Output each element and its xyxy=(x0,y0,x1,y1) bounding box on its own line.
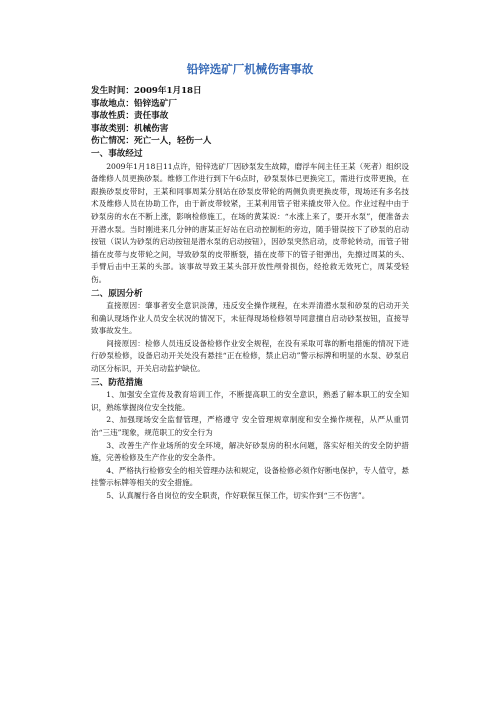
meta-label: 事故地点： xyxy=(91,98,134,109)
meta-value: 责任事故 xyxy=(133,111,169,122)
meta-label: 事故类别： xyxy=(91,123,134,134)
meta-block xyxy=(91,85,409,148)
paragraph: 间接原因：检修人员违反设备检修作业安全规程，在没有采取可靠的断电措施的情况下进行砂泵检修，设备启动开关处没有悬挂“正在检修，禁止启动”警示标牌和明显的水泵、砂泵启动区分标识，开关启动监护缺位。 xyxy=(91,338,409,374)
section-accident-process xyxy=(91,148,409,287)
paragraph: 2009年1月18日11点许，铅锌选矿厂因砂泵发生故障，磨浮车间主任王某（死者）组织设备维修人员更换砂泵。维修工作进行到下午6点时，砂泵泵体已更换完工，需进行皮带更换，在跟换砂泵皮带时，王某和同事周某分别站在砂泵皮带轮的两侧负责更换皮带，现场还有多名技术及维修人员在协助工作，由于新皮带较紧，王某利用管子钳来撬皮带入位。作业过程中由于砂泵房的水在不断上涨，影响检修施工，在场的黄某说：“水涨上来了，要开水泵”，便准备去开潜水泵。当时刚进来几分钟的唐某正好站在启动控制柜的旁边，随手错误按下了砂泵的启动按钮（误认为砂泵的启动按钮是潜水泵的启动按钮），因砂泵突然启动，皮带轮转动，而管子钳插在皮带与皮带轮之间，导致砂泵的皮带断裂，插在皮带下的管子钳弹出，先擦过周某的头、手臂后击中王某的头部。该事故导致王某头部开放性颅骨损伤，经抢救无效死亡，周某受轻伤。 xyxy=(91,161,409,284)
paragraph: 4、严格执行检修安全的相关管理办法和规定，设备检修必须作好断电保护，专人值守，悬挂警示标牌等相关的安全措施。 xyxy=(91,465,409,488)
paragraph: 5、认真履行各自岗位的安全职责，作好联保互保工作，切实作到“三不伤害”。 xyxy=(106,491,370,500)
meta-location xyxy=(91,98,409,111)
document-title: 铅锌选矿厂机械伤害事故 xyxy=(186,62,314,76)
meta-value: 2009年1月18日 xyxy=(133,86,202,96)
meta-casualties xyxy=(91,135,409,148)
paragraph: 2、加强现场安全监督管理，严格遵守 安全管理规章制度和安全操作规程，从严从重罚治“三违”现象，规范职工的安全行为 xyxy=(91,415,409,438)
paragraph: 1、加强安全宣传及教育培训工作，不断提高职工的安全意识，熟悉了解本职工的安全知识，熟练掌握岗位安全技能。 xyxy=(91,390,409,412)
document-page xyxy=(91,62,409,503)
meta-label: 发生时间： xyxy=(91,86,134,96)
section-heading: 三、防范措施 xyxy=(91,377,143,388)
section-heading: 一、事故经过 xyxy=(91,148,143,159)
paragraph: 直接原因：肇事者安全意识淡薄，违反安全操作规程，在未弄清潜水泵和砂泵的启动开关和确认现场作业人员安全状况的情况下，未征得现场检修领导同意擅自启动砂泵按钮，直接导致事故发生。 xyxy=(91,301,409,336)
meta-label: 伤亡情况： xyxy=(91,136,134,147)
meta-value: 机械伤害 xyxy=(133,123,169,134)
meta-value: 死亡一人，轻伤一人 xyxy=(133,136,212,147)
meta-label: 事故性质： xyxy=(91,111,134,122)
paragraph: 3、改善生产作业场所的安全环境，解决好砂泵房的积水问题，落实好相关的安全防护措施，完善检修及生产作业的安全条件。 xyxy=(91,440,409,463)
meta-category xyxy=(91,123,409,136)
section-heading: 二、原因分析 xyxy=(91,288,143,299)
section-cause-analysis xyxy=(91,288,409,376)
meta-value: 铅锌选矿厂 xyxy=(133,98,177,109)
section-preventive-measures xyxy=(91,377,409,503)
meta-time xyxy=(91,85,409,98)
meta-nature xyxy=(91,110,409,123)
